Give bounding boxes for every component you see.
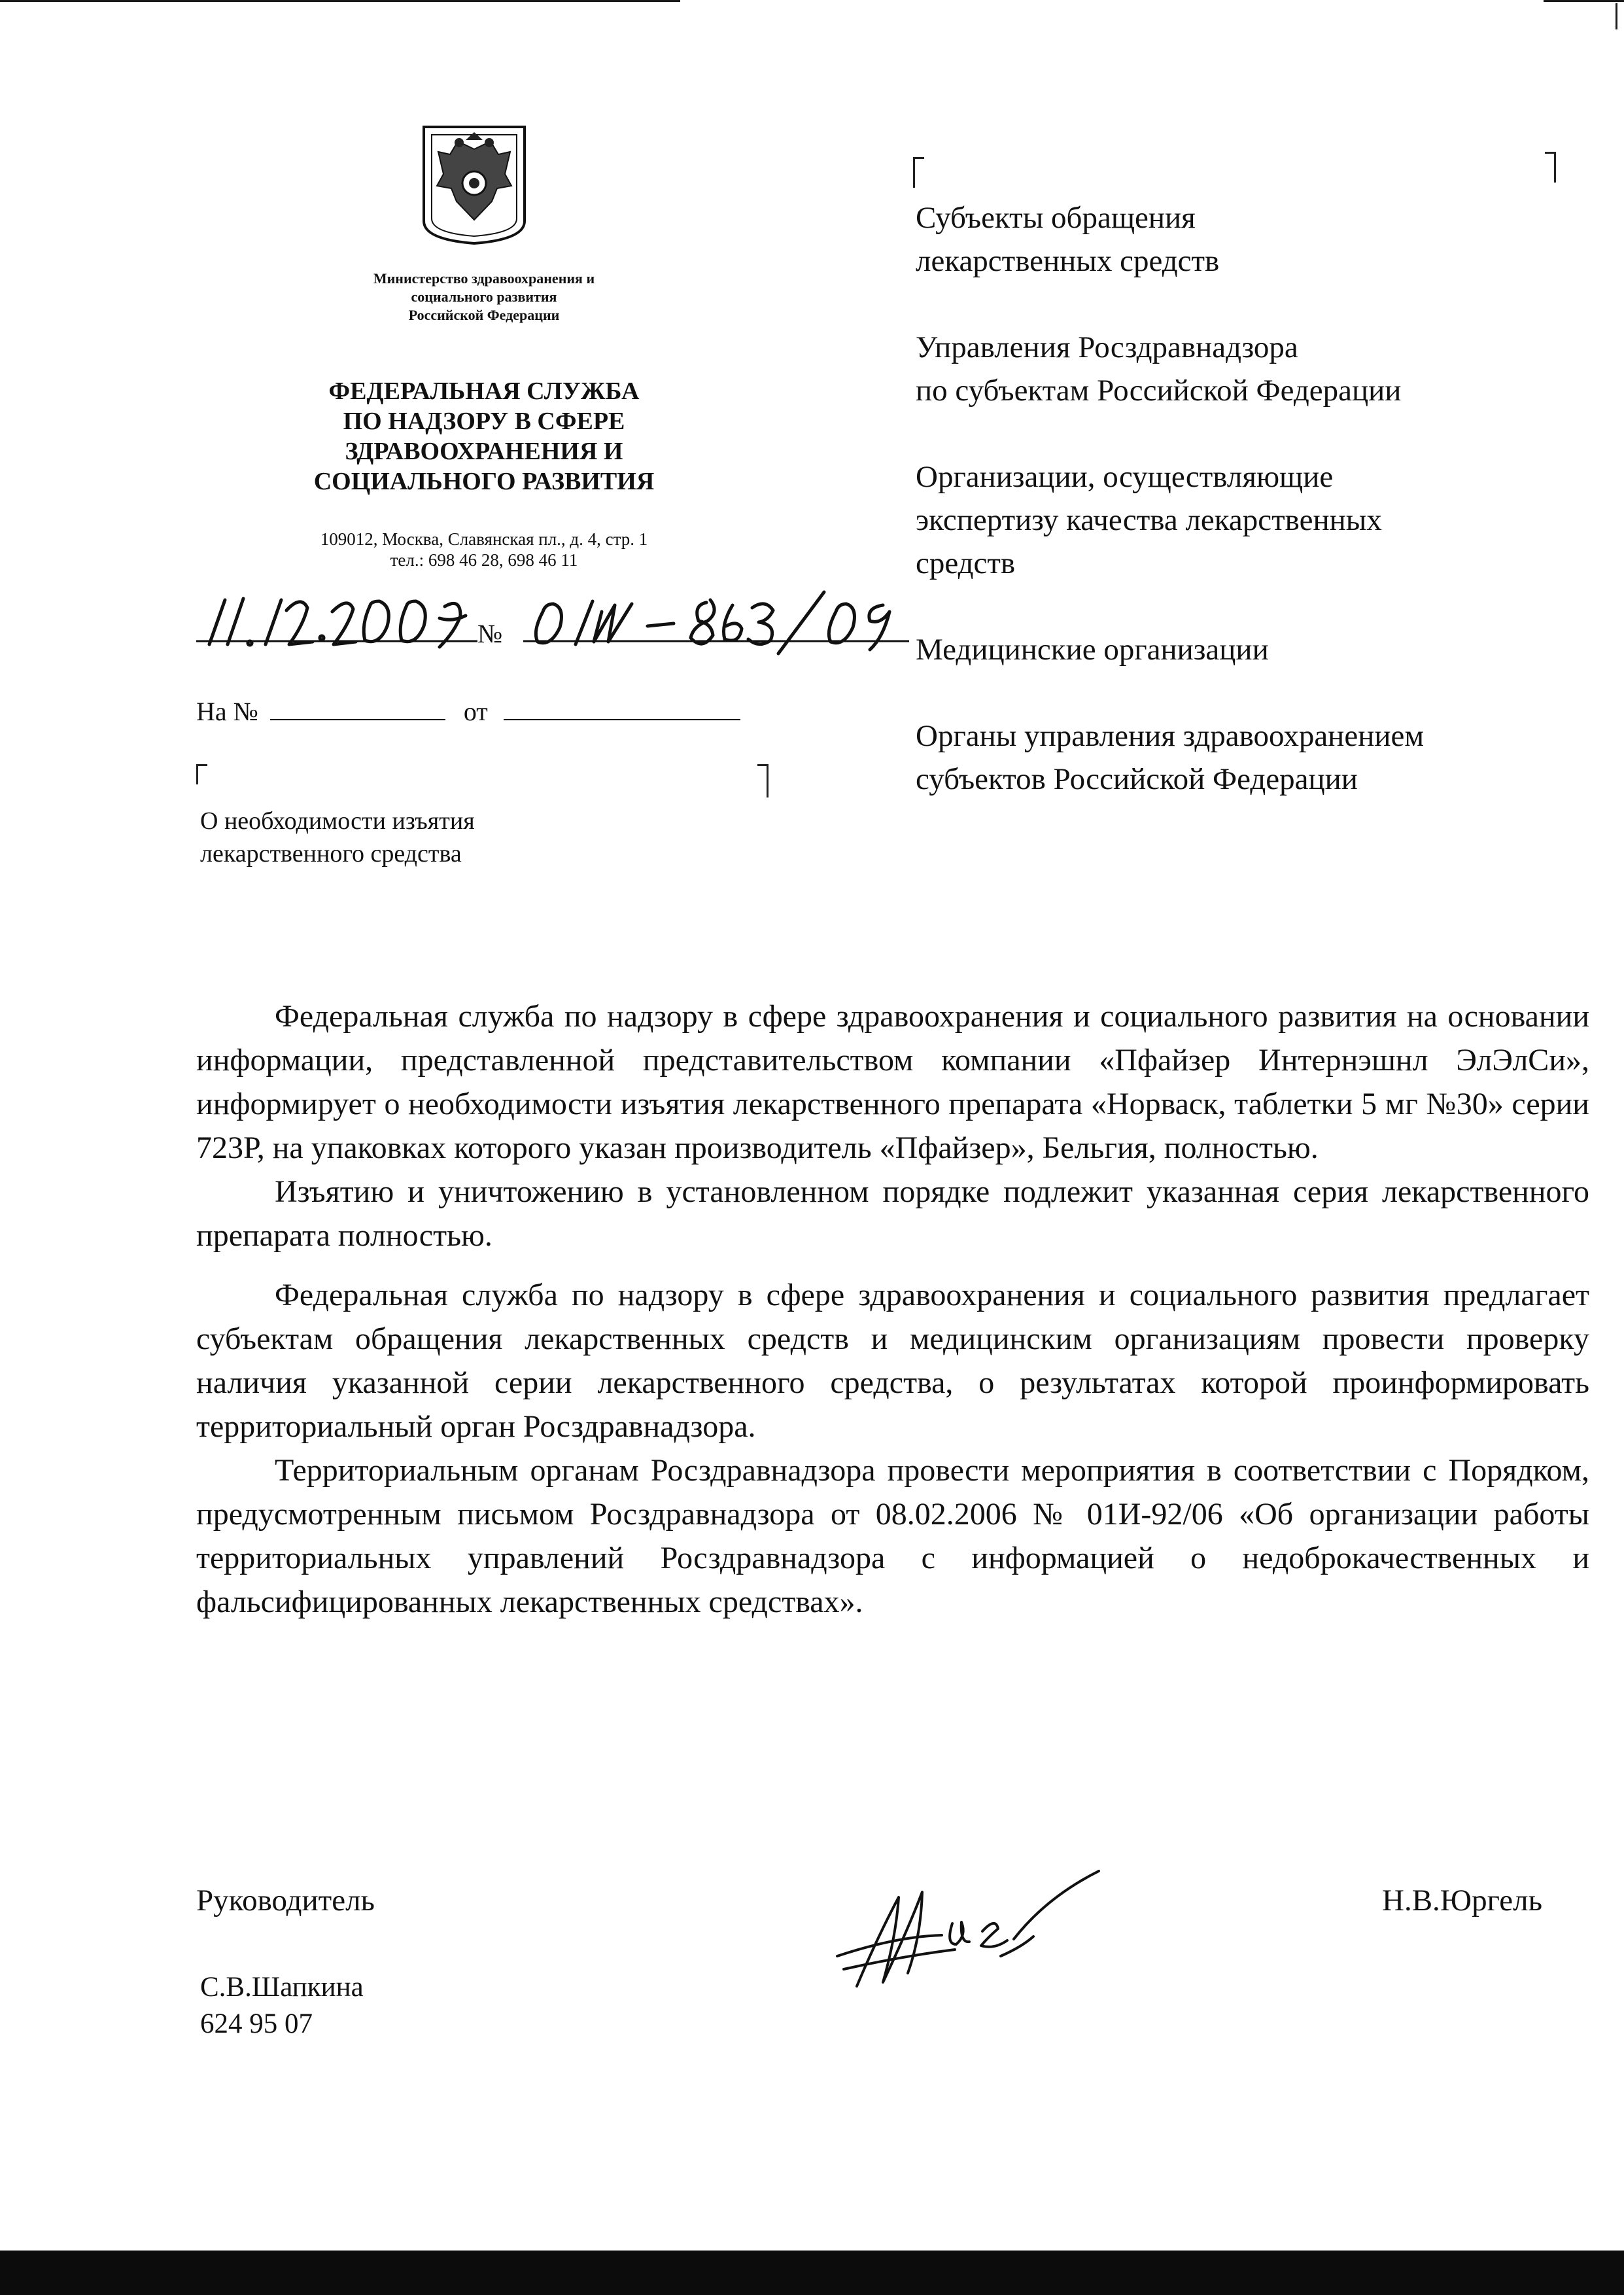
addressee-item: Управления Росздравнадзора по субъектам Российской Федерации xyxy=(916,330,1402,408)
signatory-name: Н.В.Юргель xyxy=(1382,1883,1543,1918)
letter-body xyxy=(196,994,1589,1624)
body-paragraph: Федеральная служба по надзору в сфере здравоохранения и социального развития предлагает субъектам обращения лекарственных средств и медицинским организациям провести проверку наличия указанной серии лекарственного средства, о результатах которой проинформировать территориальный орган Росздравнадзора. xyxy=(196,1278,1589,1444)
service-name: ФЕДЕРАЛЬНАЯ СЛУЖБА ПО НАДЗОРУ В СФЕРЕ ЗДРАВООХРАНЕНИЯ И СОЦИАЛЬНОГО РАЗВИТИЯ xyxy=(313,377,655,495)
subject-bracket-right xyxy=(757,764,769,797)
handwritten-signature xyxy=(818,1858,1132,2002)
addressee-item: Организации, осуществляющие экспертизу качества лекарственных средств xyxy=(916,460,1382,580)
reply-date-blank xyxy=(504,697,740,720)
body-paragraph: Территориальным органам Росздравнадзора провести мероприятия в соответствии с Порядком, предусмотренным письмом Росздравнадзора от 08.02.2006 № 01И-92/06 «Об организации работы территориальных управлений Росздравнадзора с информацией о недоброкачественных и фальсифицированных лекарственных средствах». xyxy=(196,1453,1589,1619)
addressee-item: Субъекты обращения лекарственных средств xyxy=(916,201,1220,278)
subject-bracket-left xyxy=(196,764,207,784)
executor-info: С.В.Шапкина 624 95 07 xyxy=(200,1972,364,2039)
registration-number-sign: № xyxy=(477,619,503,648)
handwritten-date xyxy=(196,592,484,651)
scan-bottom-band xyxy=(0,2251,1624,2295)
service-address: 109012, Москва, Славянская пл., д. 4, стр. 1 тел.: 698 46 28, 698 46 11 xyxy=(320,529,648,570)
letter-subject: О необходимости изъятия лекарственного средства xyxy=(200,807,475,867)
signatory-title: Руководитель xyxy=(196,1883,375,1918)
addressee-item: Медицинские организации xyxy=(916,633,1269,667)
addressee-item: Органы управления здравоохранением субъектов Российской Федерации xyxy=(916,719,1425,796)
addressee-bracket-right xyxy=(1545,152,1556,183)
scan-edge-mark xyxy=(0,0,680,2)
reply-reference-row: На № от xyxy=(196,696,740,727)
ministry-name: Министерство здравоохранения и социального развития Российской Федерации xyxy=(373,270,595,323)
coat-of-arms-emblem xyxy=(419,123,530,246)
reply-number-blank xyxy=(270,697,445,720)
addressee-list xyxy=(916,196,1583,801)
body-paragraph: Федеральная служба по надзору в сфере здравоохранения и социального развития на основании информации, представленной представительством компании «Пфайзер Интернэшнл ЭлЭлСи», информирует о необходимости изъятия лекарственного препарата «Норваск, таблетки 5 мг №30» серии 723Р, на упаковках которого указан производитель «Пфайзер», Бельгия, полностью. xyxy=(196,999,1589,1165)
handwritten-number xyxy=(517,586,909,657)
body-paragraph: Изъятию и уничтожению в установленном порядке подлежит указанная серия лекарственного препарата полностью. xyxy=(196,1174,1589,1253)
scan-edge-mark xyxy=(1615,3,1617,29)
addressee-bracket-left xyxy=(913,157,924,188)
scan-edge-mark xyxy=(1544,0,1624,2)
